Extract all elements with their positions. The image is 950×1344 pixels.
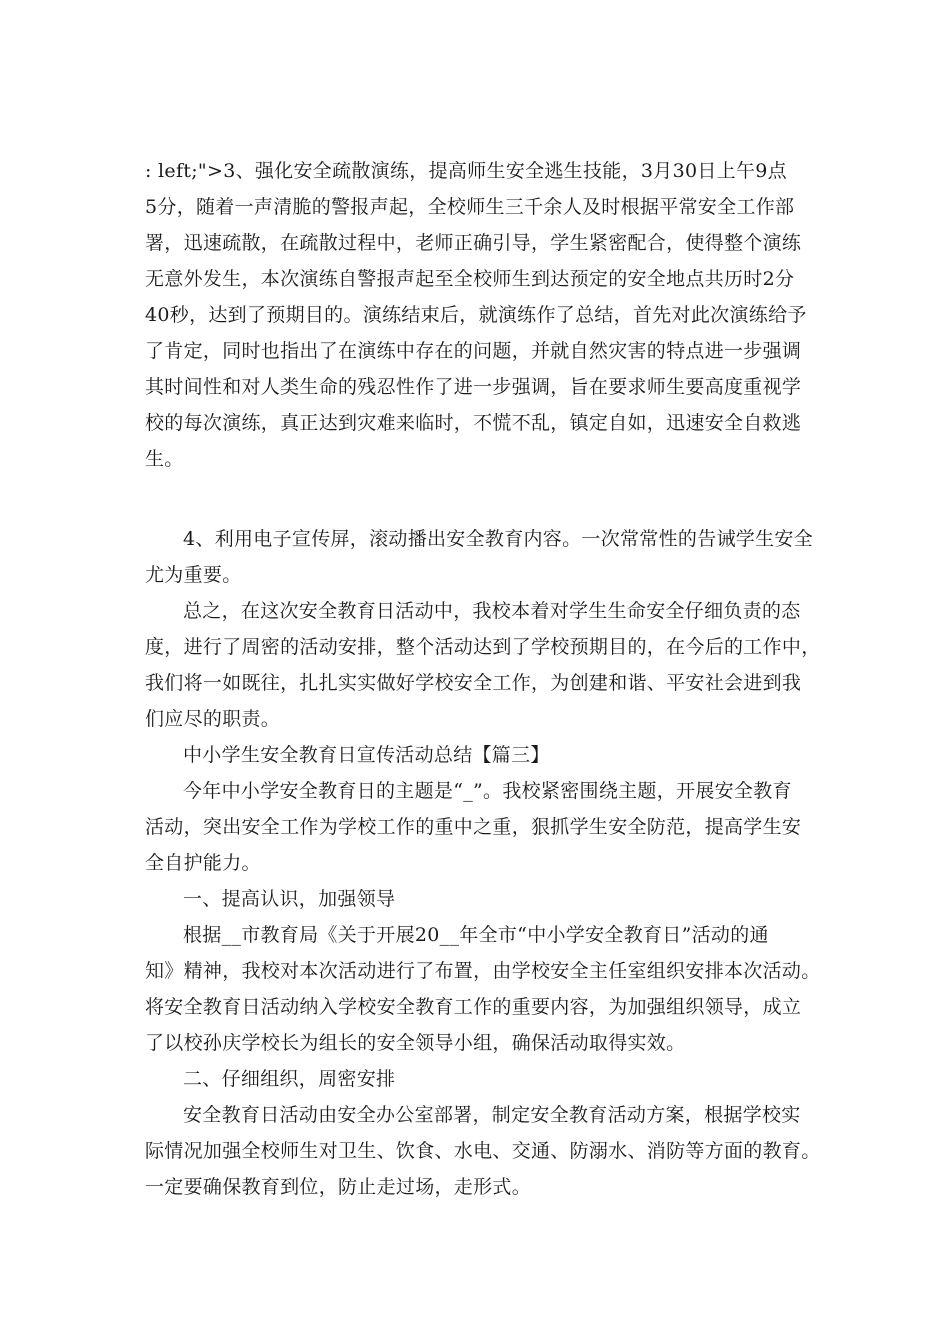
paragraph-line: 们应尽的职责。	[145, 708, 281, 730]
paragraph-line: 了以校孙庆学校长为组长的安全领导小组，确保活动取得实效。	[145, 1032, 686, 1054]
paragraph-line: 知》精神，我校对本次活动进行了布置，由学校安全主任室组织安排本次活动。	[145, 960, 821, 982]
paragraph-line: 根据__市教育局《关于开展20__年全市“中小学安全教育日”活动的通	[183, 924, 769, 946]
subsection-heading: 二、仔细组织，周密安排	[183, 1068, 396, 1090]
paragraph-line: 总之，在这次安全教育日活动中，我校本着对学生生命安全仔细负责的态	[183, 600, 801, 622]
subsection-heading: 一、提高认识，加强领导	[183, 888, 396, 910]
paragraph-line: 我们将一如既往，扎扎实实做好学校安全工作，为创建和谐、平安社会进到我	[145, 672, 802, 694]
paragraph-line: 尤为重要。	[145, 564, 242, 586]
paragraph-line: 活动，突出安全工作为学校工作的重中之重，狠抓学生安全防范，提高学生安	[145, 816, 802, 838]
paragraph-line: : left;">3、强化安全疏散演练，提高师生安全逃生技能，3月30日上午9点	[145, 160, 787, 182]
paragraph-line: 一定要确保教育到位，防止走过场，走形式。	[145, 1176, 532, 1198]
paragraph-line: 4、利用电子宣传屏，滚动播出安全教育内容。一次常常性的告诫学生安全	[183, 528, 813, 550]
paragraph-line: 安全教育日活动由安全办公室部署，制定安全教育活动方案，根据学校实	[183, 1104, 801, 1126]
paragraph-line: 署，迅速疏散，在疏散过程中，老师正确引导，学生紧密配合，使得整个演练	[145, 232, 802, 254]
paragraph-line: 全自护能力。	[145, 852, 261, 874]
paragraph-line: 将安全教育日活动纳入学校安全教育工作的重要内容，为加强组织领导，成立	[145, 996, 802, 1018]
paragraph-line: 今年中小学安全教育日的主题是“_”。我校紧密围绕主题，开展安全教育	[183, 780, 792, 802]
paragraph-line: 了肯定，同时也指出了在演练中存在的问题，并就自然灾害的特点进一步强调	[145, 340, 802, 362]
paragraph-line: 校的每次演练，真正达到灾难来临时，不慌不乱，镇定自如，迅速安全自救逃	[145, 412, 802, 434]
paragraph-line: 度，进行了周密的活动安排，整个活动达到了学校预期目的，在今后的工作中，	[145, 636, 821, 658]
section-heading: 中小学生安全教育日宣传活动总结【篇三】	[183, 744, 550, 766]
paragraph-line: 5分，随着一声清脆的警报声起，全校师生三千余人及时根据平常安全工作部	[145, 196, 795, 218]
paragraph-line: 际情况加强全校师生对卫生、饮食、水电、交通、防溺水、消防等方面的教育。	[145, 1140, 821, 1162]
paragraph-line: 其时间性和对人类生命的残忍性作了进一步强调，旨在要求师生要高度重视学	[145, 376, 802, 398]
paragraph-line: 无意外发生，本次演练自警报声起至全校师生到达预定的安全地点共历时2分	[145, 268, 795, 290]
paragraph-line: 40秒，达到了预期目的。演练结束后，就演练作了总结，首先对此次演练给予	[145, 304, 807, 326]
paragraph-line: 生。	[145, 448, 184, 470]
